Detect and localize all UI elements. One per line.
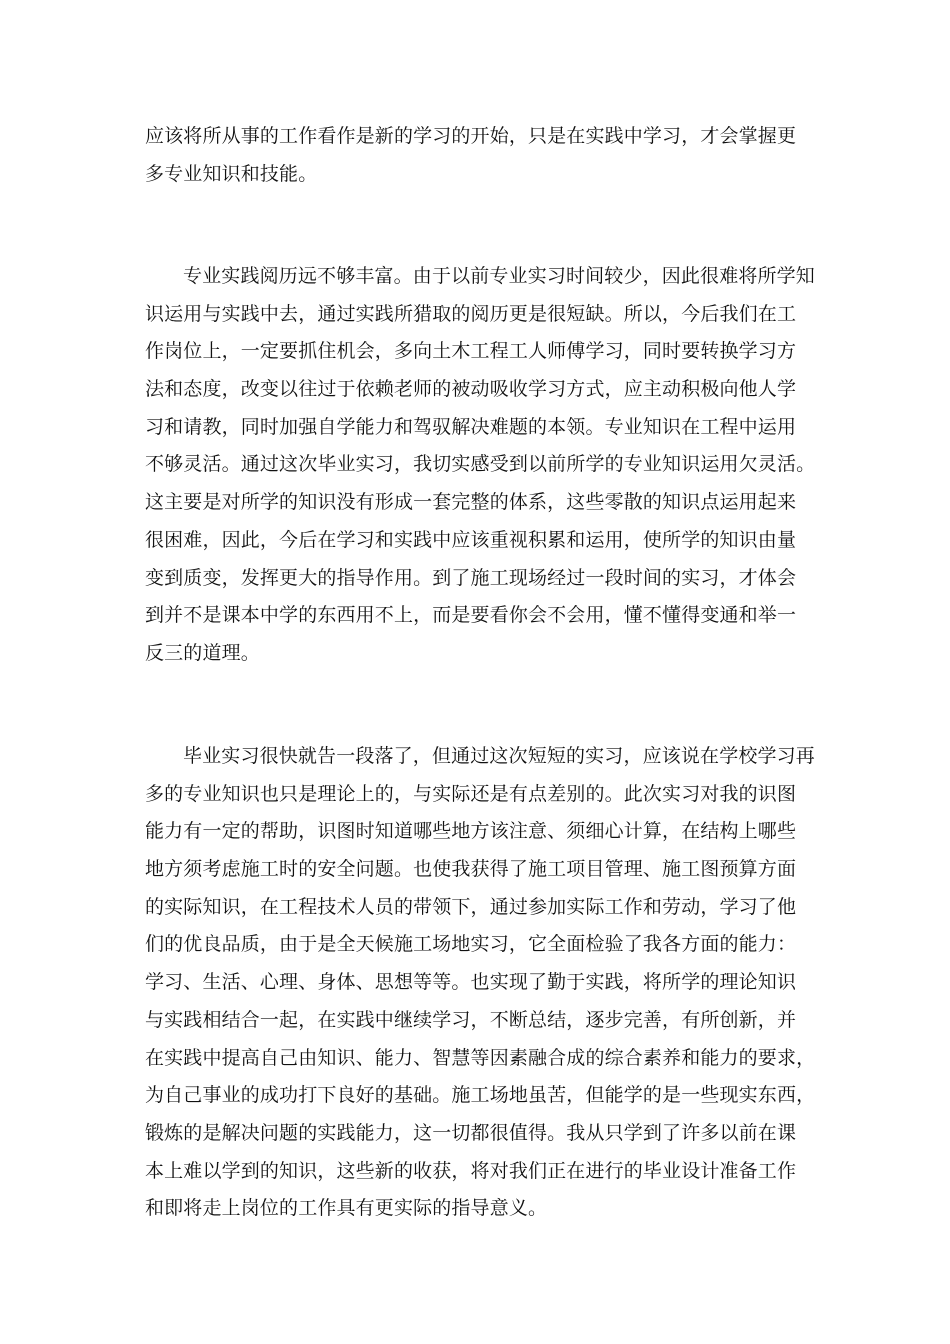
paragraph-continuation	[145, 118, 810, 193]
text-line: 多的专业知识也只是理论上的，与实际还是有点差别的。此次实习对我的识图	[145, 782, 797, 805]
text-line: 这主要是对所学的知识没有形成一套完整的体系，这些零散的知识点运用起来	[145, 491, 797, 514]
text-line: 到并不是课本中学的东西用不上，而是要看你会不会用，懂不懂得变通和举一	[145, 604, 797, 627]
text-line: 毕业实习很快就告一段落了，但通过这次短短的实习，应该说在学校学习再	[183, 745, 815, 767]
text-line: 学习、生活、心理、身体、思想等等。也实现了勤于实践，将所学的理论知识	[145, 971, 797, 994]
text-line: 多专业知识和技能。	[145, 162, 318, 185]
text-line: 们的优良品质，由于是全天候施工场地实习，它全面检验了我各方面的能力：	[145, 933, 797, 956]
text-line: 识运用与实践中去，通过实践所猎取的阅历更是很短缺。所以，今后我们在工	[145, 302, 797, 325]
text-line: 和即将走上岗位的工作具有更实际的指导意义。	[145, 1197, 548, 1220]
text-line: 专业实践阅历远不够丰富。由于以前专业实习时间较少，因此很难将所学知	[183, 265, 815, 287]
text-line: 应该将所从事的工作看作是新的学习的开始，只是在实践中学习，才会掌握更	[145, 125, 797, 147]
text-line: 与实践相结合一起，在实践中继续学习，不断总结，逐步完善，有所创新，并	[145, 1008, 797, 1031]
text-line: 的实际知识，在工程技术人员的带领下，通过参加实际工作和劳动，学习了他	[145, 895, 797, 918]
text-line: 很困难，因此，今后在学习和实践中应该重视积累和运用，使所学的知识由量	[145, 528, 797, 551]
text-line: 不够灵活。通过这次毕业实习，我切实感受到以前所学的专业知识运用欠灵活。	[145, 453, 816, 476]
paragraph-practice-experience	[145, 258, 816, 673]
text-line: 锻炼的是解决问题的实践能力，这一切都很值得。我从只学到了许多以前在课	[145, 1121, 797, 1144]
text-line: 本上难以学到的知识，这些新的收获，将对我们正在进行的毕业设计准备工作	[145, 1159, 797, 1182]
text-line: 反三的道理。	[145, 641, 260, 664]
text-line: 作岗位上，一定要抓住机会，多向土木工程工人师傅学习，同时要转换学习方	[145, 340, 797, 363]
text-line: 习和请教，同时加强自学能力和驾驭解决难题的本领。专业知识在工程中运用	[145, 415, 797, 438]
paragraph-internship-summary	[145, 738, 816, 1228]
text-line: 法和态度，改变以往过于依赖老师的被动吸收学习方式，应主动积极向他人学	[145, 378, 797, 401]
text-line: 为自己事业的成功打下良好的基础。施工场地虽苦，但能学的是一些现实东西，	[145, 1084, 816, 1107]
text-line: 能力有一定的帮助，识图时知道哪些地方该注意、须细心计算，在结构上哪些	[145, 820, 797, 843]
text-line: 变到质变，发挥更大的指导作用。到了施工现场经过一段时间的实习，才体会	[145, 566, 797, 589]
text-line: 地方须考虑施工时的安全问题。也使我获得了施工项目管理、施工图预算方面	[145, 858, 797, 881]
text-line: 在实践中提高自己由知识、能力、智慧等因素融合成的综合素养和能力的要求，	[145, 1046, 816, 1069]
